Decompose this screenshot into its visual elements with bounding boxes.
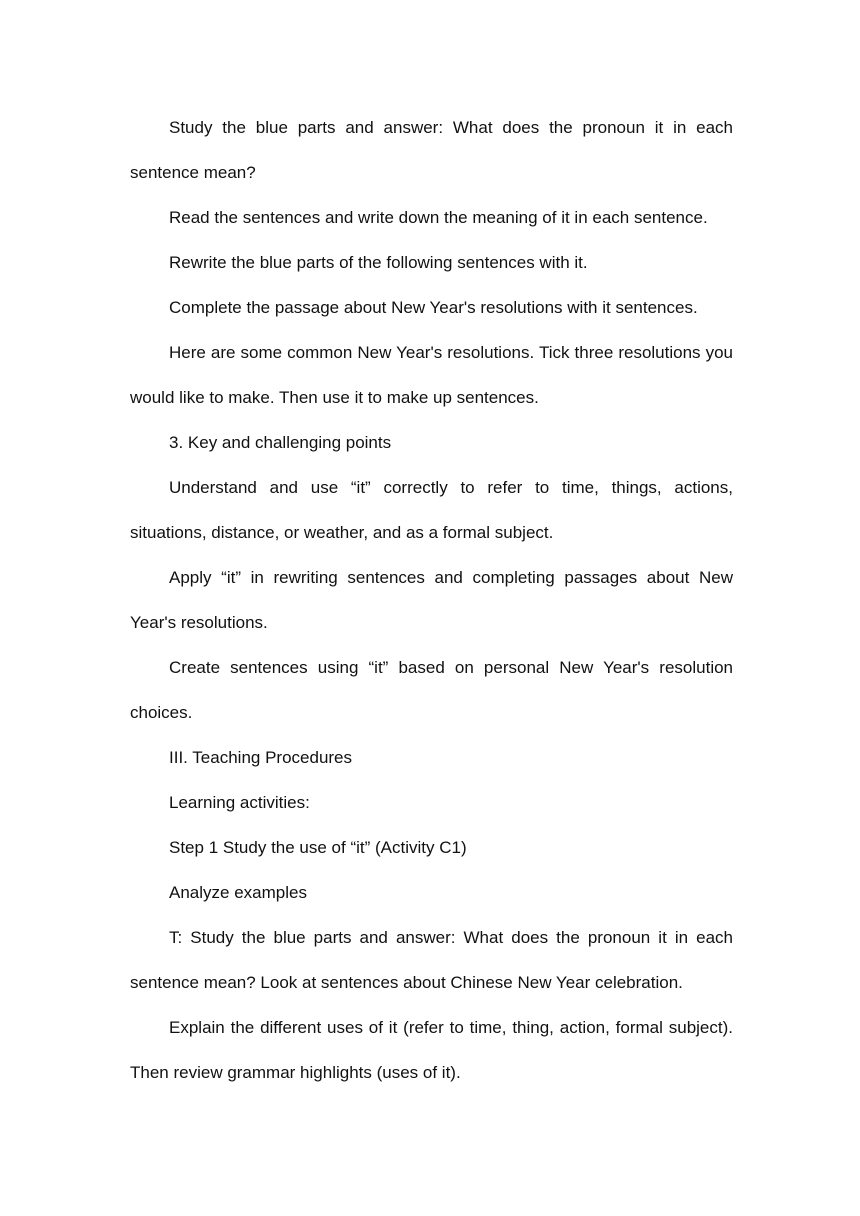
paragraph: Apply “it” in rewriting sentences and completing passages about New Year's resolutions. — [130, 568, 733, 632]
paragraph: Read the sentences and write down the meaning of it in each sentence. — [169, 208, 708, 227]
paragraph: Understand and use “it” correctly to refer to time, things, actions, situations, distance, or weather, and as a formal subject. — [130, 478, 733, 542]
paragraph: Explain the different uses of it (refer to time, thing, action, formal subject). Then review grammar highlights (uses of it). — [130, 1018, 733, 1082]
paragraph: Complete the passage about New Year's resolutions with it sentences. — [169, 298, 698, 317]
paragraph: Rewrite the blue parts of the following sentences with it. — [169, 253, 588, 272]
paragraph: Analyze examples — [169, 883, 307, 902]
paragraph: Create sentences using “it” based on personal New Year's resolution choices. — [130, 658, 733, 722]
paragraph: Study the blue parts and answer: What does the pronoun it in each sentence mean? — [130, 118, 733, 182]
paragraph: T: Study the blue parts and answer: What does the pronoun it in each sentence mean? Look at sentences about Chinese New Year celebration. — [130, 928, 733, 992]
paragraph: Here are some common New Year's resolutions. Tick three resolutions you would like to make. Then use it to make up sentences. — [130, 343, 733, 407]
document-page — [130, 105, 733, 1095]
section-heading: III. Teaching Procedures — [169, 748, 353, 767]
section-heading: 3. Key and challenging points — [169, 433, 392, 452]
paragraph: Learning activities: — [169, 793, 310, 812]
step-heading: Step 1 Study the use of “it” (Activity C1) — [169, 838, 467, 857]
